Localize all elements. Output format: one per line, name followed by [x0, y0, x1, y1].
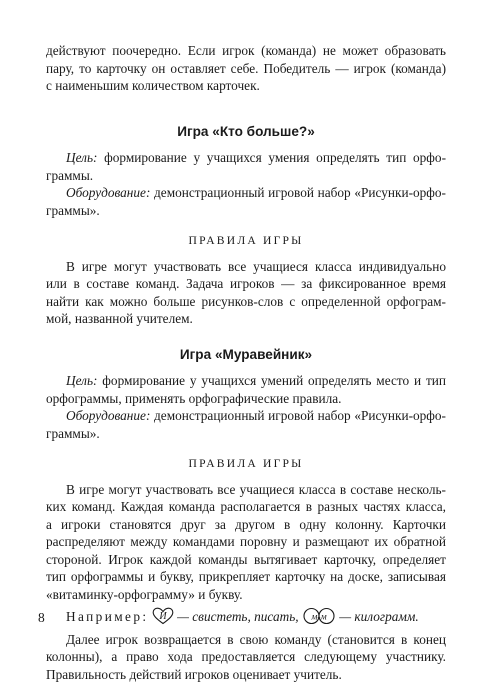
game2-goal — [46, 372, 446, 390]
final-line: Правильность действий игроков оценивает учитель. — [46, 666, 446, 683]
page-number: 8 — [38, 609, 45, 627]
equipment-label: Оборудование: — [66, 185, 150, 200]
game2-rules-heading: ПРАВИЛА ИГРЫ — [46, 455, 446, 473]
example-label: Например: — [66, 609, 148, 624]
game2-final-paragraph — [46, 631, 446, 683]
goal-text: формирование у учащихся умения определять тип орфо- — [97, 150, 446, 165]
heart-vowel-icon — [152, 607, 174, 625]
game2-equipment-cont: граммы». — [46, 425, 446, 443]
game2-title: Игра «Муравейник» — [46, 346, 446, 364]
equipment-label: Оборудование: — [66, 408, 150, 423]
game1-equipment — [46, 184, 446, 202]
game2-equipment — [46, 407, 446, 425]
rules-line: В игре могут участвовать все учащиеся класса индивидуально — [46, 258, 446, 276]
equipment-text: демонстрационный игровой набор «Рисунки-орфо- — [150, 408, 446, 423]
rules-line: стороной. Игрок каждой команды вытягивает карточку, определяет — [46, 551, 446, 569]
intro-line: с наименьшим количеством карточек. — [46, 77, 446, 95]
final-line: Далее игрок возвращается в свою команду (становится в конец — [46, 631, 446, 649]
intro-line: пару, то карточку он оставляет себе. Победитель — игрок (команда) — [46, 60, 446, 78]
rules-line: мой, названной учителем. — [46, 310, 446, 328]
example-line — [46, 607, 446, 626]
game1-title: Игра «Кто больше?» — [46, 123, 446, 141]
example-words-1: — свистеть, писать, — [174, 609, 299, 624]
intro-line: действуют поочередно. Если игрок (команда) не может образовать — [46, 42, 446, 60]
rules-line: найти как можно больше рисунков-слов с определенной орфограм- — [46, 293, 446, 311]
goal-text: формирование у учащихся умений определять место и тип — [97, 373, 446, 388]
game1-rules-paragraph — [46, 258, 446, 328]
rules-line: а игроки становятся друг за другом в одну колонну. Карточки — [46, 516, 446, 534]
example-words-2: — килограмм. — [336, 609, 419, 624]
game1-goal-cont: граммы. — [46, 167, 446, 185]
game1-equipment-cont: граммы». — [46, 202, 446, 220]
mm-letters: м-м — [310, 613, 326, 623]
rules-line: «витаминку-орфограмму» и букву. — [46, 586, 446, 604]
double-consonant-icon — [302, 607, 336, 625]
rules-line: ких команд. Каждая команда располагается в разных частях класса, — [46, 498, 446, 516]
heart-letter: И — [158, 611, 167, 622]
goal-label: Цель: — [66, 150, 97, 165]
game2-goal-cont: орфограммы, применять орфографические правила. — [46, 390, 446, 408]
equipment-text: демонстрационный игровой набор «Рисунки-орфо- — [150, 185, 446, 200]
rules-line: распределяют между командами поровну и размещают их обратной — [46, 533, 446, 551]
game1-rules-heading: ПРАВИЛА ИГРЫ — [46, 232, 446, 250]
final-line: колонны), а право хода предоставляется следующему участнику. — [46, 648, 446, 666]
rules-line: или в составе команд. Задача игроков — за фиксированное время — [46, 275, 446, 293]
game2-rules-paragraph — [46, 481, 446, 604]
intro-paragraph — [46, 42, 446, 95]
game1-goal — [46, 149, 446, 167]
page-body — [46, 42, 446, 683]
goal-label: Цель: — [66, 373, 97, 388]
rules-line: В игре могут участвовать все учащиеся класса в составе несколь- — [46, 481, 446, 499]
rules-line: тип орфограммы и букву, прикрепляет карточку на доске, записывая — [46, 568, 446, 586]
